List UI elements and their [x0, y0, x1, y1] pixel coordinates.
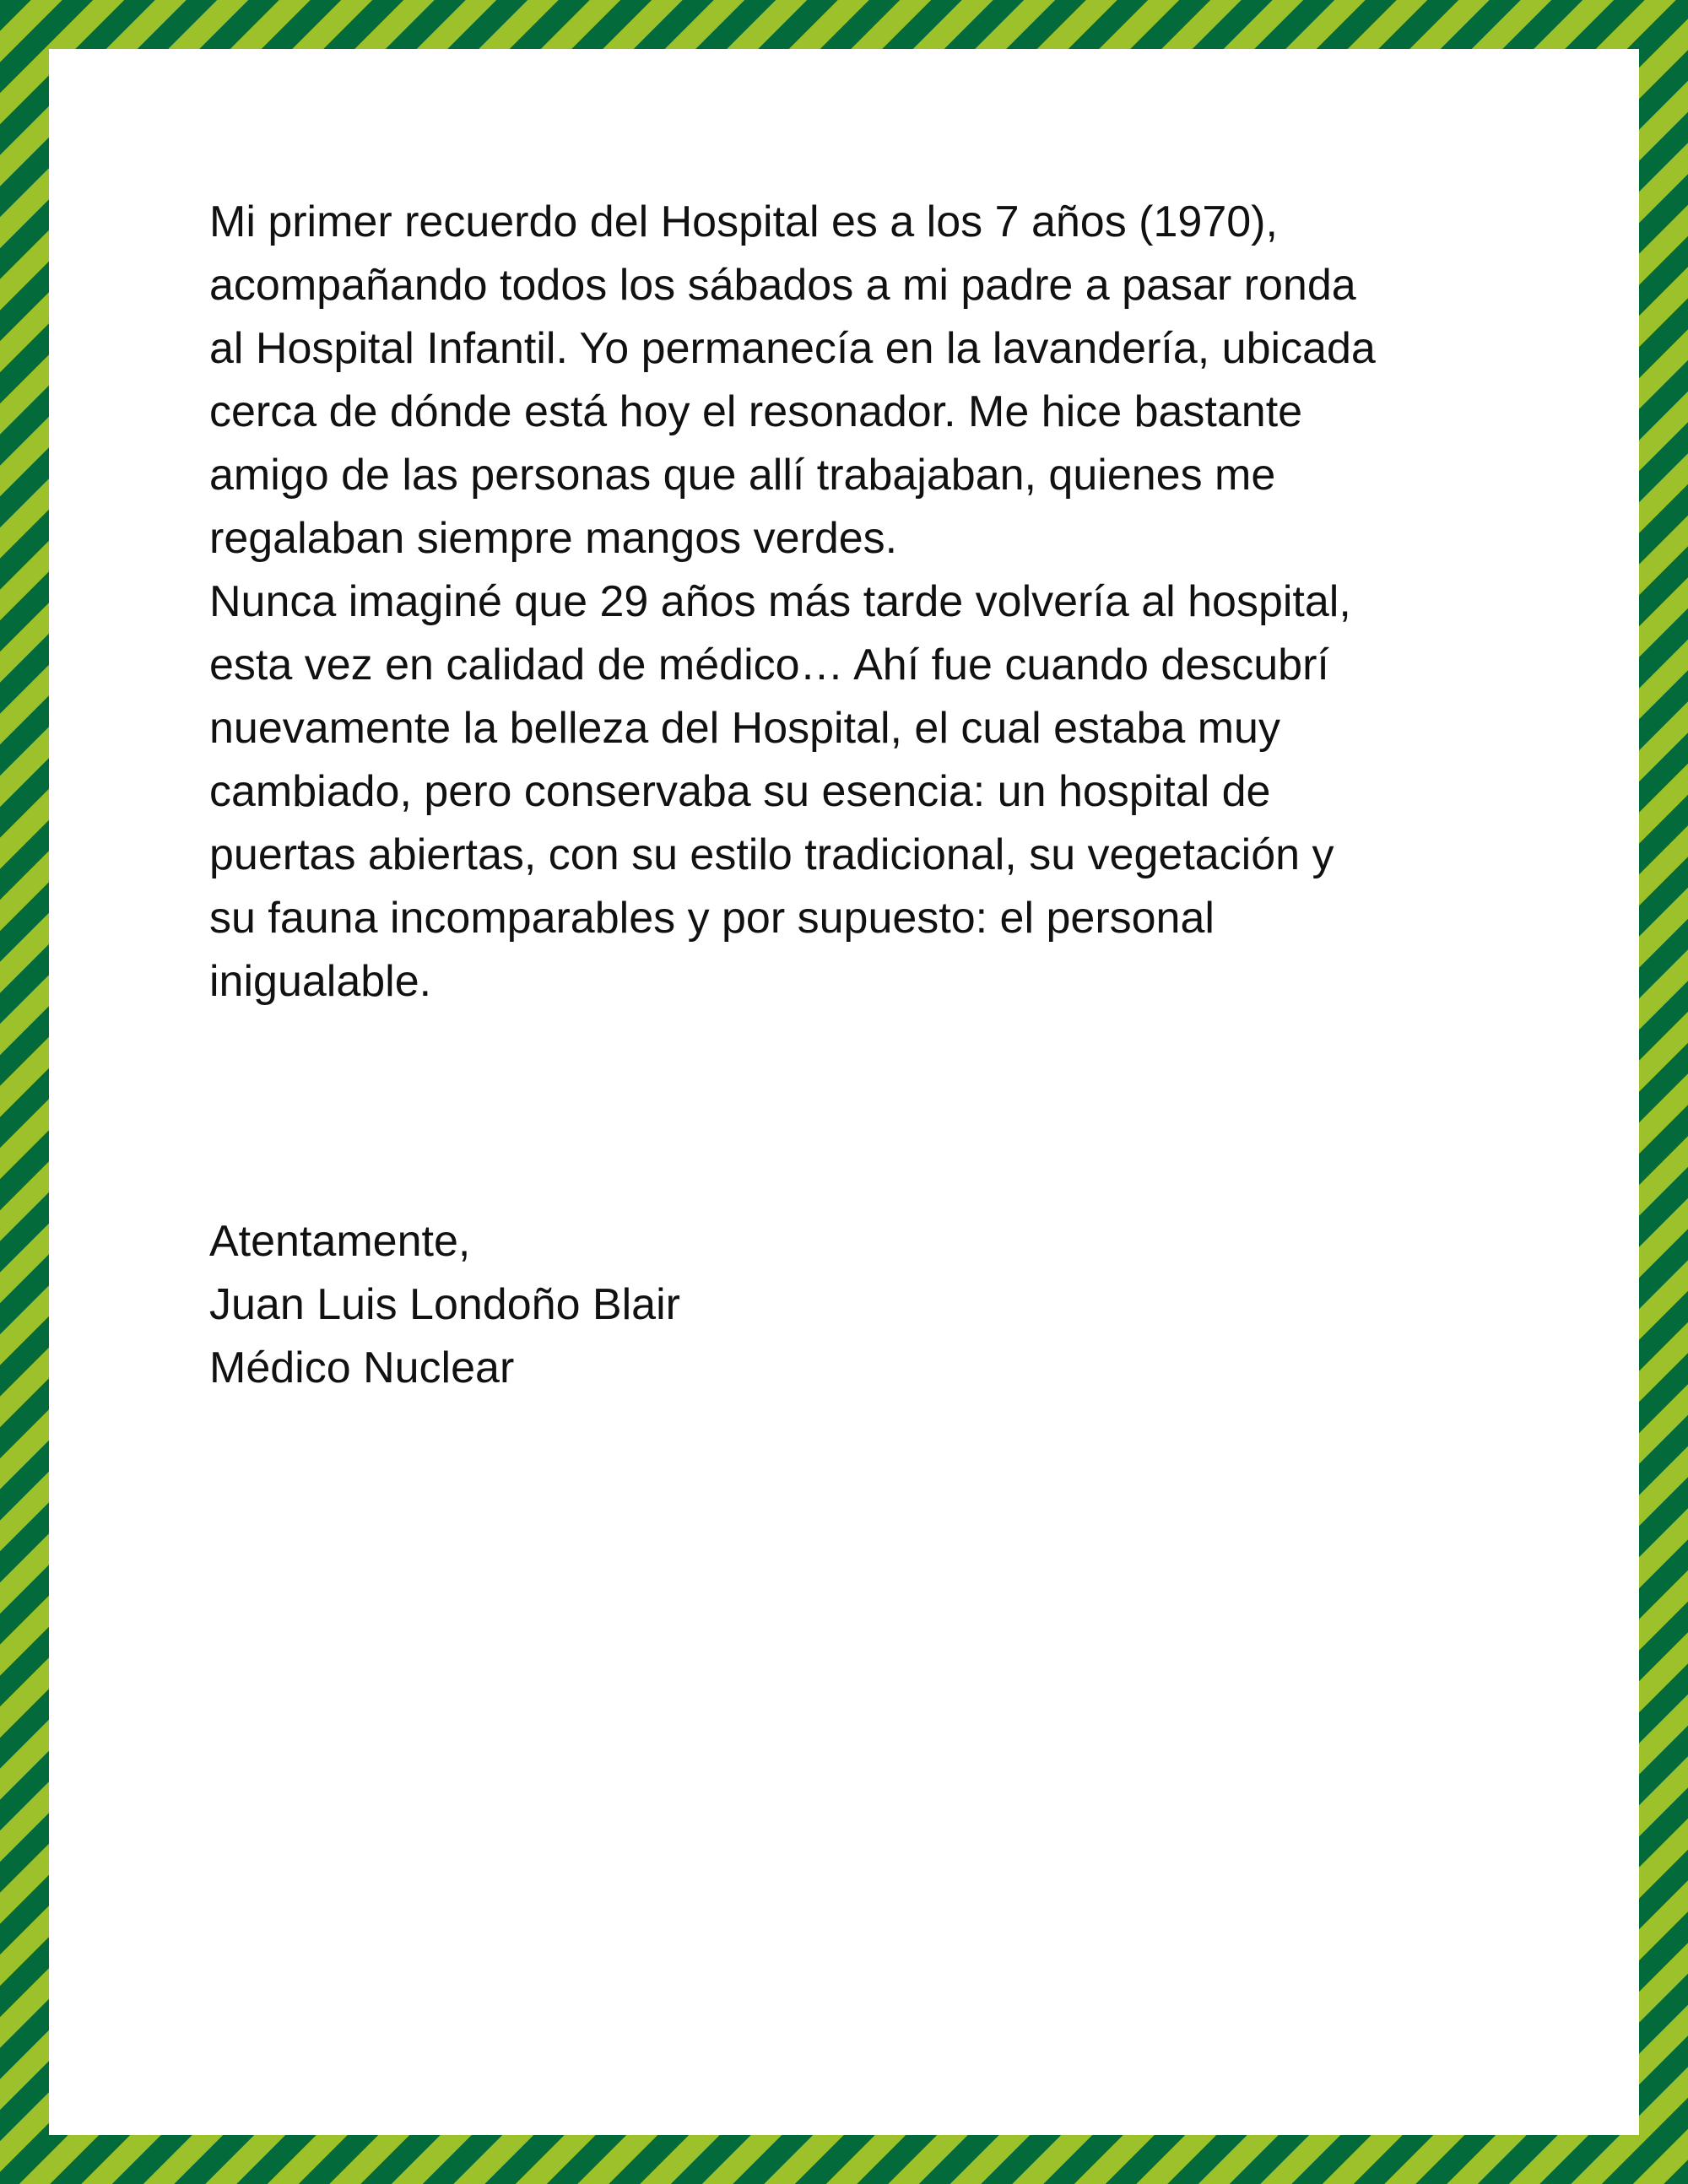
paragraph-2-line: nuevamente la belleza del Hospital, el cual estaba muy [209, 704, 1280, 753]
paragraph-1-line: acompañando todos los sábados a mi padre a pasar ronda [209, 261, 1356, 310]
paragraph-1-line: al Hospital Infantil. Yo permanecía en la lavandería, ubicada [209, 324, 1376, 373]
paragraph-1-line: amigo de las personas que allí trabajaban, quienes me [209, 451, 1276, 500]
paragraph-1-line: cerca de dónde está hoy el resonador. Me hice bastante [209, 387, 1303, 436]
letter-body [209, 191, 1593, 1014]
letter-signature-block [209, 1210, 1222, 1400]
paragraph-1-line: regalaban siempre mangos verdes. [209, 514, 898, 563]
letter-page [49, 49, 1639, 2135]
paragraph-2-line: Nunca imaginé que 29 años más tarde volvería al hospital, [209, 577, 1351, 626]
signature-title: Médico Nuclear [209, 1343, 515, 1392]
closing-salutation: Atentamente, [209, 1217, 471, 1266]
paragraph-1-line: Mi primer recuerdo del Hospital es a los 7 años (1970), [209, 197, 1278, 246]
paragraph-2-line: inigualable. [209, 957, 432, 1006]
paragraph-2-line: esta vez en calidad de médico… Ahí fue cuando descubrí [209, 641, 1329, 689]
paragraph-2-line: su fauna incomparables y por supuesto: el personal [209, 894, 1215, 943]
signature-name: Juan Luis Londoño Blair [209, 1280, 680, 1329]
paragraph-2-line: cambiado, pero conservaba su esencia: un hospital de [209, 767, 1271, 816]
paragraph-2-line: puertas abiertas, con su estilo tradicional, su vegetación y [209, 830, 1334, 879]
